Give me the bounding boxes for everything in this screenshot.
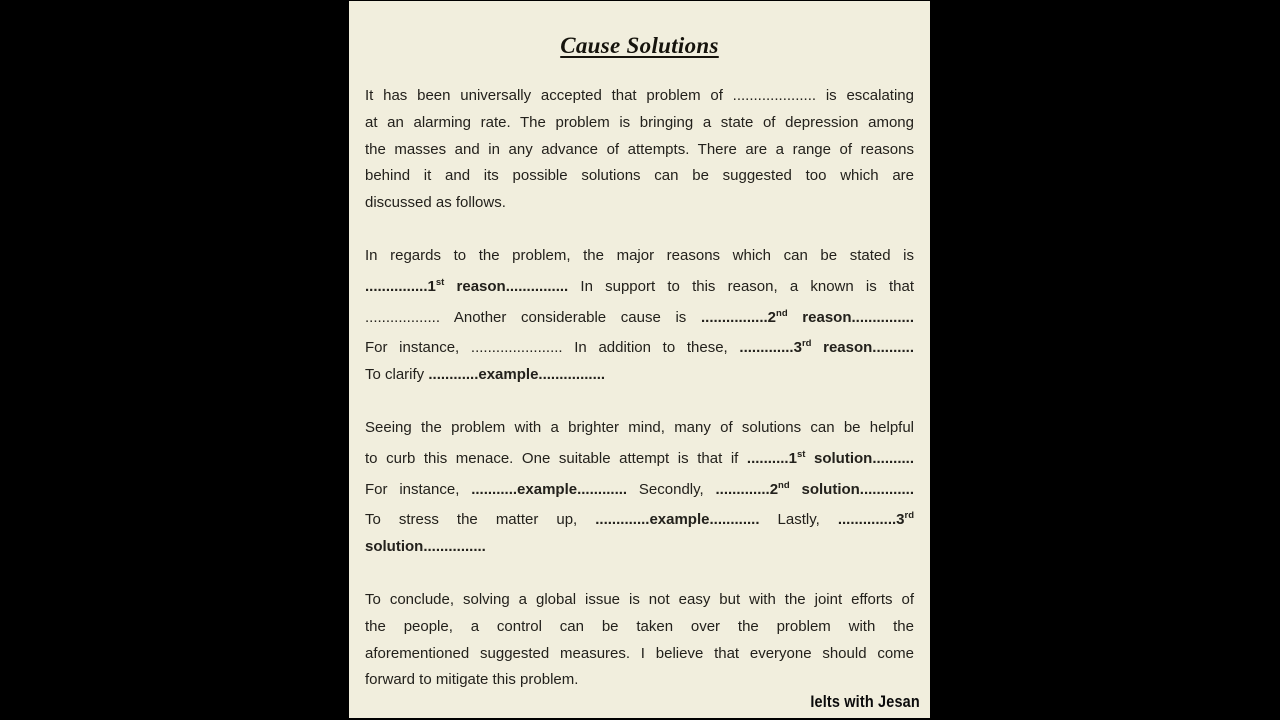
text-segment: Lastly, (759, 511, 838, 529)
text-segment: Secondly, (627, 480, 716, 498)
text-segment: st (435, 276, 445, 288)
text-segment: at an alarming rate. The problem is bringing a state of depression among (365, 113, 914, 131)
text-segment: ............example................ (428, 366, 606, 384)
text-segment: behind it and its possible solutions can be suggested too which are (365, 167, 914, 185)
paragraph (365, 415, 914, 561)
text-line (365, 301, 914, 332)
text-segment: To clarify (365, 366, 429, 384)
text-line (365, 163, 914, 190)
text-segment: ..........1 (746, 449, 797, 467)
text-segment: .............3 (739, 339, 802, 357)
text-line (365, 110, 914, 137)
page-title: Cause Solutions (560, 33, 719, 58)
text-line (365, 331, 914, 362)
text-segment: .............example............ (595, 511, 760, 529)
text-line (365, 503, 914, 534)
text-segment: ...............1 (365, 277, 436, 295)
text-line (365, 534, 914, 561)
text-line (365, 243, 914, 270)
text-line (365, 667, 914, 694)
text-segment: the masses and in any advance of attempts. There are a range of reasons (365, 140, 914, 158)
text-line (365, 270, 914, 301)
text-segment: solution............. (789, 480, 914, 498)
text-segment: Seeing the problem with a brighter mind, many of solutions can be helpful (365, 418, 914, 436)
text-segment: It has been universally accepted that problem of .................... is escalating (365, 87, 914, 104)
text-line (365, 137, 914, 164)
text-line (365, 442, 914, 473)
paragraph (365, 243, 914, 389)
text-line (365, 614, 914, 641)
text-segment: In support to this reason, a known is that (568, 277, 914, 295)
text-segment: reason............... (444, 277, 569, 295)
text-segment: To stress the matter up, (365, 511, 596, 529)
document-page (349, 0, 930, 720)
text-line (365, 587, 914, 614)
text-segment: nd (778, 479, 790, 491)
paragraph (365, 587, 914, 694)
text-segment: the people, a control can be taken over the problem with the (365, 617, 914, 635)
text-segment: rd (904, 510, 915, 522)
text-segment: ................2 (700, 308, 777, 326)
text-line (365, 473, 914, 504)
text-line (365, 415, 914, 442)
text-segment: ..............3 (837, 511, 905, 529)
text-segment: solution.......... (805, 449, 914, 467)
text-segment: reason............... (787, 308, 914, 326)
text-segment: In regards to the problem, the major reasons which can be stated is (365, 246, 914, 264)
text-segment: st (796, 448, 806, 460)
document-body (365, 83, 914, 694)
text-segment: To conclude, solving a global issue is not easy but with the joint efforts of (365, 590, 914, 608)
text-segment: ...........example............ (471, 480, 628, 498)
text-segment: rd (801, 338, 812, 350)
text-line (365, 83, 914, 110)
text-segment: to curb this menace. One suitable attempt is that if (365, 449, 747, 467)
text-segment: reason.......... (811, 339, 914, 357)
text-segment: For instance, (365, 480, 472, 498)
paragraph (365, 83, 914, 217)
text-line (365, 362, 914, 389)
channel-watermark: Ielts with Jesan (810, 692, 920, 711)
text-segment: .................. Another considerable cause is (365, 308, 701, 326)
text-line (365, 641, 914, 668)
text-segment: .............2 (715, 480, 779, 498)
text-segment: For instance, ...................... In addition to these, (365, 339, 740, 357)
text-segment: nd (776, 307, 788, 319)
text-line (365, 190, 914, 217)
text-segment: discussed as follows. (365, 194, 506, 212)
text-segment: solution............... (365, 538, 486, 556)
text-segment: aforementioned suggested measures. I believe that everyone should come (365, 644, 914, 662)
text-segment: forward to mitigate this problem. (365, 671, 579, 689)
